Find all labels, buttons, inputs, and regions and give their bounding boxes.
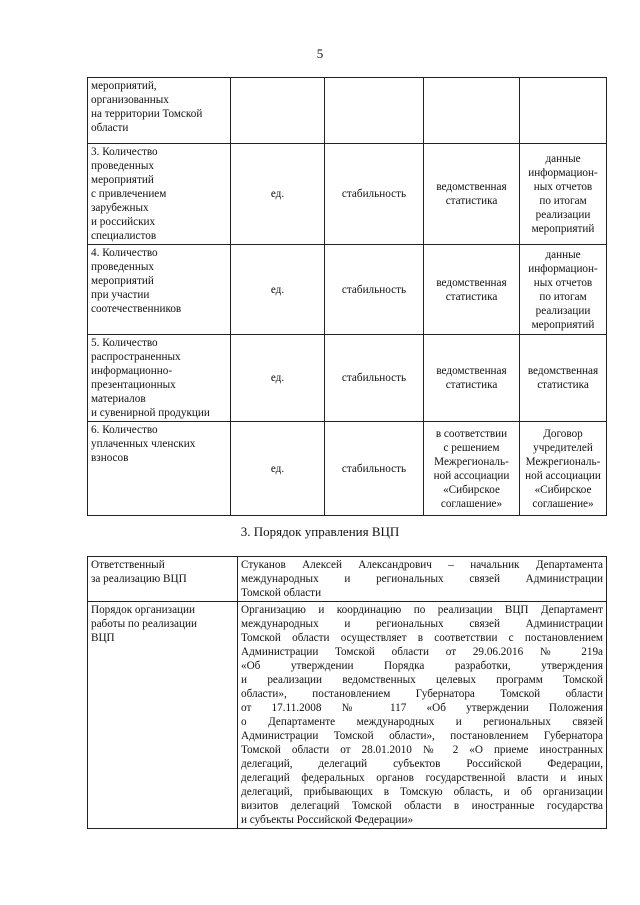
basis-cell	[520, 335, 607, 422]
text-line: ведомственная	[436, 181, 507, 193]
table-row	[88, 78, 607, 144]
text-line: Администрации Томской области от 29.06.2016 № 219а	[241, 646, 603, 658]
text-line: взносов	[91, 452, 129, 464]
text-line: Организацию и координацию по реализации ВЦП Департамент	[241, 604, 603, 616]
unit-cell: ед.	[231, 335, 325, 422]
label-cell	[88, 602, 238, 829]
basis-cell	[520, 245, 607, 335]
text-line: Томской области осуществляет в соответствии с постановлением	[241, 632, 603, 644]
text-line: Ответственный	[91, 559, 165, 571]
trend-cell: стабильность	[325, 245, 424, 335]
text-line: ной ассоциации	[433, 469, 510, 482]
text-line: соглашение»	[440, 497, 503, 510]
table-row	[88, 245, 607, 335]
text-line: соглашение»	[532, 497, 594, 510]
text-line: проведенных	[91, 160, 154, 172]
table-row	[88, 335, 607, 422]
section-title: 3. Порядок управления ВЦП	[240, 524, 400, 539]
text-line: зарубежных	[91, 202, 149, 214]
text-line: уплаченных членских	[91, 438, 196, 450]
text-line: статистика	[445, 290, 498, 303]
content-cell	[238, 557, 607, 602]
text-line: визитов делегаций Томской области в иностранные государства	[241, 800, 603, 812]
text-line: Межрегиональ-	[525, 455, 601, 468]
indicators-table	[87, 77, 607, 516]
indicator-cell	[88, 335, 231, 422]
text-line: Стуканов Алексей Александрович – начальник Департамента	[241, 559, 603, 571]
content-cell	[238, 602, 607, 829]
text-line: по итогам	[539, 290, 587, 303]
text-line: на территории Томской	[91, 108, 203, 120]
text-line: ной ассоциации	[525, 469, 601, 482]
indicator-cell	[88, 245, 231, 335]
text-line: Томской области от 28.01.2010 № 2 «О приеме иностранных	[241, 744, 603, 756]
text-line: и сувенирной продукции	[91, 407, 210, 419]
indicator-cell	[88, 78, 231, 144]
source-cell	[424, 78, 520, 144]
text-line: делегаций федеральных органов государственной власти и иных	[241, 772, 603, 784]
page-number: 5	[316, 46, 324, 61]
text-line: информацион-	[528, 262, 598, 275]
text-line: делегаций, делегаций субъектов Российской Федерации,	[241, 758, 603, 770]
text-line: ных отчетов	[533, 181, 593, 193]
unit-cell: ед.	[231, 144, 325, 245]
text-line: «Сибирское	[534, 483, 592, 496]
text-line: статистика	[445, 379, 498, 391]
text-line: от 17.11.2008 № 117 «Об утверждении Положения	[241, 702, 603, 714]
text-line: ВЦП	[91, 632, 115, 644]
text-line: специалистов	[91, 230, 157, 242]
text-line: соотечественников	[91, 303, 182, 315]
management-table	[87, 556, 607, 829]
text-line: мероприятий	[91, 275, 154, 287]
source-cell	[424, 144, 520, 245]
text-line: с привлечением	[91, 188, 167, 200]
text-line: проведенных	[91, 261, 154, 273]
text-line: в соответствии	[435, 427, 508, 440]
text-line: материалов	[91, 393, 146, 405]
text-line: 3. Количество	[91, 146, 158, 158]
text-line: за реализацию ВЦП	[91, 573, 187, 585]
text-line: делегаций, прибывающих в Томскую область, и об организации	[241, 786, 603, 798]
text-line: 5. Количество	[91, 337, 158, 349]
text-line: о Департаменте международных и региональных связей	[241, 716, 603, 728]
text-line: статистика	[445, 195, 498, 207]
text-line: учредителей	[533, 441, 593, 454]
text-line: мероприятий	[91, 174, 154, 186]
text-line: ведомственная	[436, 276, 507, 289]
table-row	[88, 557, 607, 602]
text-line: данные	[545, 153, 581, 165]
text-line: по итогам	[539, 195, 587, 207]
unit-cell	[231, 78, 325, 144]
table-row	[88, 602, 607, 829]
trend-cell: стабильность	[325, 422, 424, 516]
text-line: работы по реализации	[91, 618, 197, 630]
table-row	[88, 144, 607, 245]
text-line: мероприятий	[531, 223, 595, 235]
text-line: и реализации ведомственных целевых программ Томской	[241, 674, 603, 686]
indicator-cell	[88, 144, 231, 245]
text-line: области	[91, 122, 129, 134]
text-line: с решением	[443, 441, 500, 454]
label-cell	[88, 557, 238, 602]
text-line: распространенных	[91, 351, 181, 363]
text-line: ведомственная	[436, 365, 507, 377]
text-line: «Об утверждении Порядка разработки, утверждения	[241, 660, 603, 672]
text-line: 6. Количество	[91, 424, 158, 436]
text-line: организованных	[91, 94, 169, 106]
text-line: и российских	[91, 216, 156, 228]
basis-cell	[520, 78, 607, 144]
text-line: ведомственная	[527, 365, 599, 377]
text-line: «Сибирское	[443, 483, 500, 496]
text-line: Администрации Томской области», постановлением Губернатора	[241, 730, 603, 742]
text-line: презентационных	[91, 379, 176, 391]
text-line: информацион-	[528, 167, 598, 179]
text-line: при участии	[91, 289, 150, 301]
source-cell	[424, 245, 520, 335]
trend-cell: стабильность	[325, 144, 424, 245]
text-line: 4. Количество	[91, 247, 158, 259]
text-line: Межрегиональ-	[434, 455, 509, 468]
basis-cell	[520, 144, 607, 245]
text-line: международных и региональных связей Администрации	[241, 618, 603, 630]
text-line: мероприятий	[531, 318, 595, 331]
text-line: реализации	[535, 304, 591, 317]
table-row	[88, 422, 607, 516]
text-line: статистика	[537, 379, 589, 391]
text-line: области», постановлением Губернатора Томской области	[241, 688, 603, 700]
unit-cell: ед.	[231, 245, 325, 335]
trend-cell: стабильность	[325, 335, 424, 422]
source-cell	[424, 422, 520, 516]
text-line: мероприятий,	[91, 80, 157, 92]
text-line: реализации	[535, 209, 591, 221]
basis-cell	[520, 422, 607, 516]
unit-cell: ед.	[231, 422, 325, 516]
text-line: Томской области	[241, 587, 322, 599]
text-line: Порядок организации	[91, 604, 195, 616]
text-line: информационно-	[91, 365, 173, 377]
indicator-cell	[88, 422, 231, 516]
text-line: Договор	[543, 427, 583, 440]
text-line: данные	[545, 248, 581, 261]
trend-cell	[325, 78, 424, 144]
text-line: международных и региональных связей Администрации	[241, 573, 603, 585]
text-line: и субъекты Российской Федерации»	[241, 814, 414, 826]
source-cell	[424, 335, 520, 422]
text-line: ных отчетов	[533, 276, 593, 289]
